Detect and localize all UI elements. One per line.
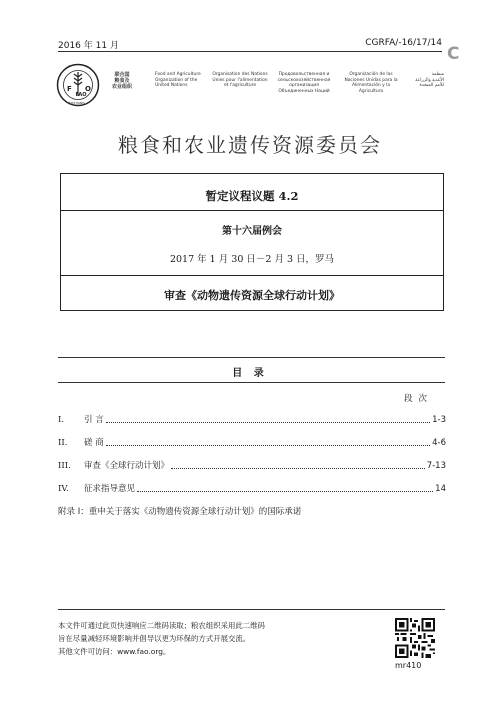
session-name: 第十六届例会	[222, 226, 282, 237]
toc-divider	[58, 357, 445, 358]
document-symbol: CGRFA/-16/17/14	[365, 38, 442, 48]
svg-text:F: F	[67, 85, 72, 93]
toc-leader-dots	[106, 445, 430, 446]
logo-letters: FAO	[75, 92, 87, 98]
language-letter: C	[447, 44, 460, 64]
toc-entry-number: I.	[58, 415, 65, 425]
agenda-item: 暂定议程议题 4.2	[205, 189, 299, 203]
document-subject: 审查《动物遗传资源全球行动计划》	[164, 289, 340, 302]
toc-leader-dots	[137, 491, 433, 492]
toc-entry[interactable]	[58, 482, 446, 494]
toc-entry[interactable]	[58, 459, 446, 471]
qr-code-label: mr410	[395, 661, 422, 670]
fao-logo-icon	[56, 63, 100, 107]
toc-entry-title: 引 言	[84, 415, 104, 425]
org-name-es: Organización de las Naciones Unidas para la Alimentación y la Agricultura	[344, 72, 398, 94]
toc-entry[interactable]	[58, 436, 446, 448]
toc-entry-paragraphs: 4-6	[432, 438, 446, 448]
toc-divider	[58, 382, 445, 383]
toc-leader-dots	[106, 422, 430, 423]
toc-entry-number: III.	[58, 461, 71, 471]
org-name-fr: Organisation des Nations Unies pour l'alimentation et l'agriculture	[212, 72, 268, 89]
toc-entry-number: II.	[58, 438, 68, 448]
header-divider	[58, 51, 442, 52]
org-name-en: Food and Agriculture Organization of the United Nations	[155, 72, 201, 89]
agenda-box	[60, 173, 444, 311]
org-name-ar: منظمة الأغذية والزراعة للأمم المتحدة	[415, 72, 444, 89]
toc-entry-title: 审查《全球行动计划》	[84, 461, 170, 471]
org-name-zh: 联合国 粮食及 农业组织	[112, 72, 133, 90]
footer-divider	[58, 609, 445, 610]
footer-line: 本文件可通过此页快速响应二维码读取；粮农组织采用此二维码	[58, 621, 265, 630]
qr-code-icon[interactable]	[395, 618, 435, 658]
commission-title: 粮食和农业遗传资源委员会	[118, 133, 382, 157]
toc-entry-title: 磋 商	[84, 438, 104, 448]
box-divider	[61, 210, 443, 211]
toc-entry[interactable]	[58, 413, 446, 425]
toc-annex-entry[interactable]: 附录 I：重申关于落实《动物遗传资源全球行动计划》的国际承诺	[58, 507, 302, 517]
toc-entry-paragraphs: 7-13	[426, 461, 446, 471]
session-dates-place: 2017 年 1 月 30 日－2 月 3 日，罗马	[169, 254, 335, 265]
footer-website-line[interactable]: 其他文件可访问：www.fao.org。	[58, 647, 171, 656]
toc-entry-paragraphs: 1-3	[432, 415, 446, 425]
toc-entry-paragraphs: 14	[435, 484, 446, 494]
org-name-ru: Продовольственная и сельскохозяйственная организация Объединенных Наций	[277, 72, 331, 94]
footer-line: 旨在尽量减轻环境影响并倡导以更为环保的方式开展交流。	[58, 634, 251, 643]
toc-entry-number: IV.	[58, 484, 69, 494]
document-date: 2016 年 11 月	[58, 41, 119, 51]
toc-leader-dots	[171, 468, 425, 469]
box-divider	[61, 275, 443, 276]
toc-column-label: 段次	[404, 394, 434, 404]
toc-title: 目 录	[232, 368, 268, 379]
svg-text:O: O	[85, 85, 91, 93]
toc-entry-title: 征求指导意见	[84, 484, 136, 494]
logo-motto: FIAT PANIS	[69, 101, 85, 105]
